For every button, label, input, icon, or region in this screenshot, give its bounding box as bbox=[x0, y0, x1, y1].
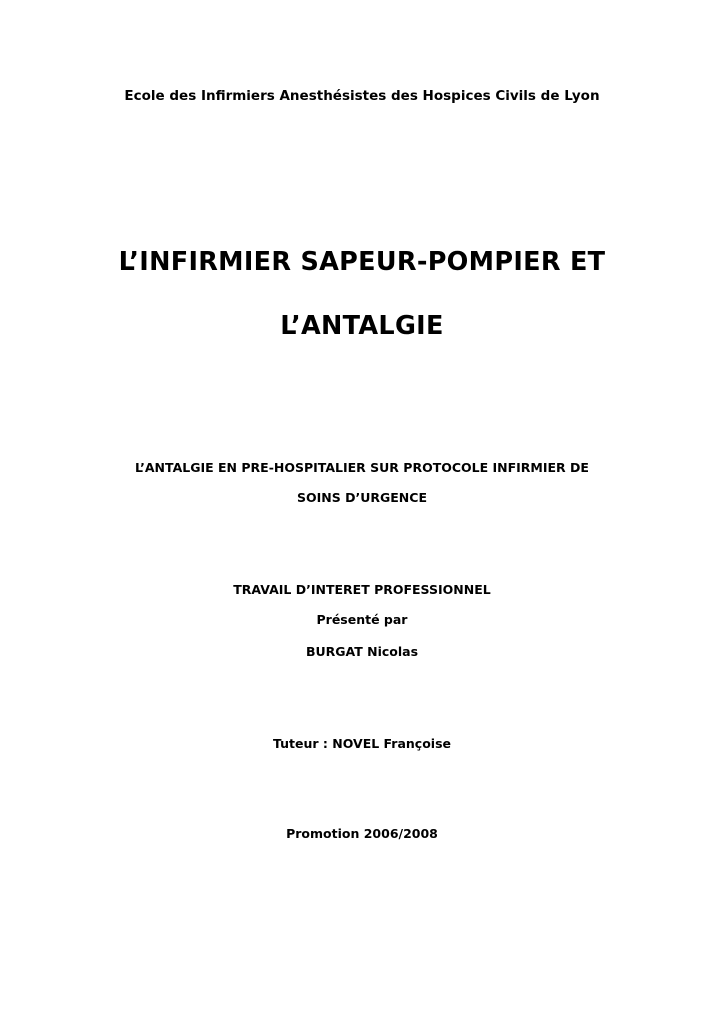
title-line-2: L’ANTALGIE bbox=[280, 311, 444, 341]
presented-by: Présenté par bbox=[316, 612, 408, 627]
promotion: Promotion 2006/2008 bbox=[286, 826, 438, 841]
subtitle-line-1: L’ANTALGIE EN PRE-HOSPITALIER SUR PROTOCOLE INFIRMIER DE bbox=[135, 460, 589, 475]
author-name: BURGAT Nicolas bbox=[305, 644, 419, 659]
tutor: Tuteur : NOVEL Françoise bbox=[273, 736, 451, 751]
work-type: TRAVAIL D’INTERET PROFESSIONNEL bbox=[233, 582, 491, 597]
title-line-1: L’INFIRMIER SAPEUR-POMPIER ET bbox=[118, 247, 606, 277]
subtitle-line-2: SOINS D’URGENCE bbox=[297, 490, 427, 505]
school-name: Ecole des Infirmiers Anesthésistes des Hospices Civils de Lyon bbox=[124, 88, 600, 104]
